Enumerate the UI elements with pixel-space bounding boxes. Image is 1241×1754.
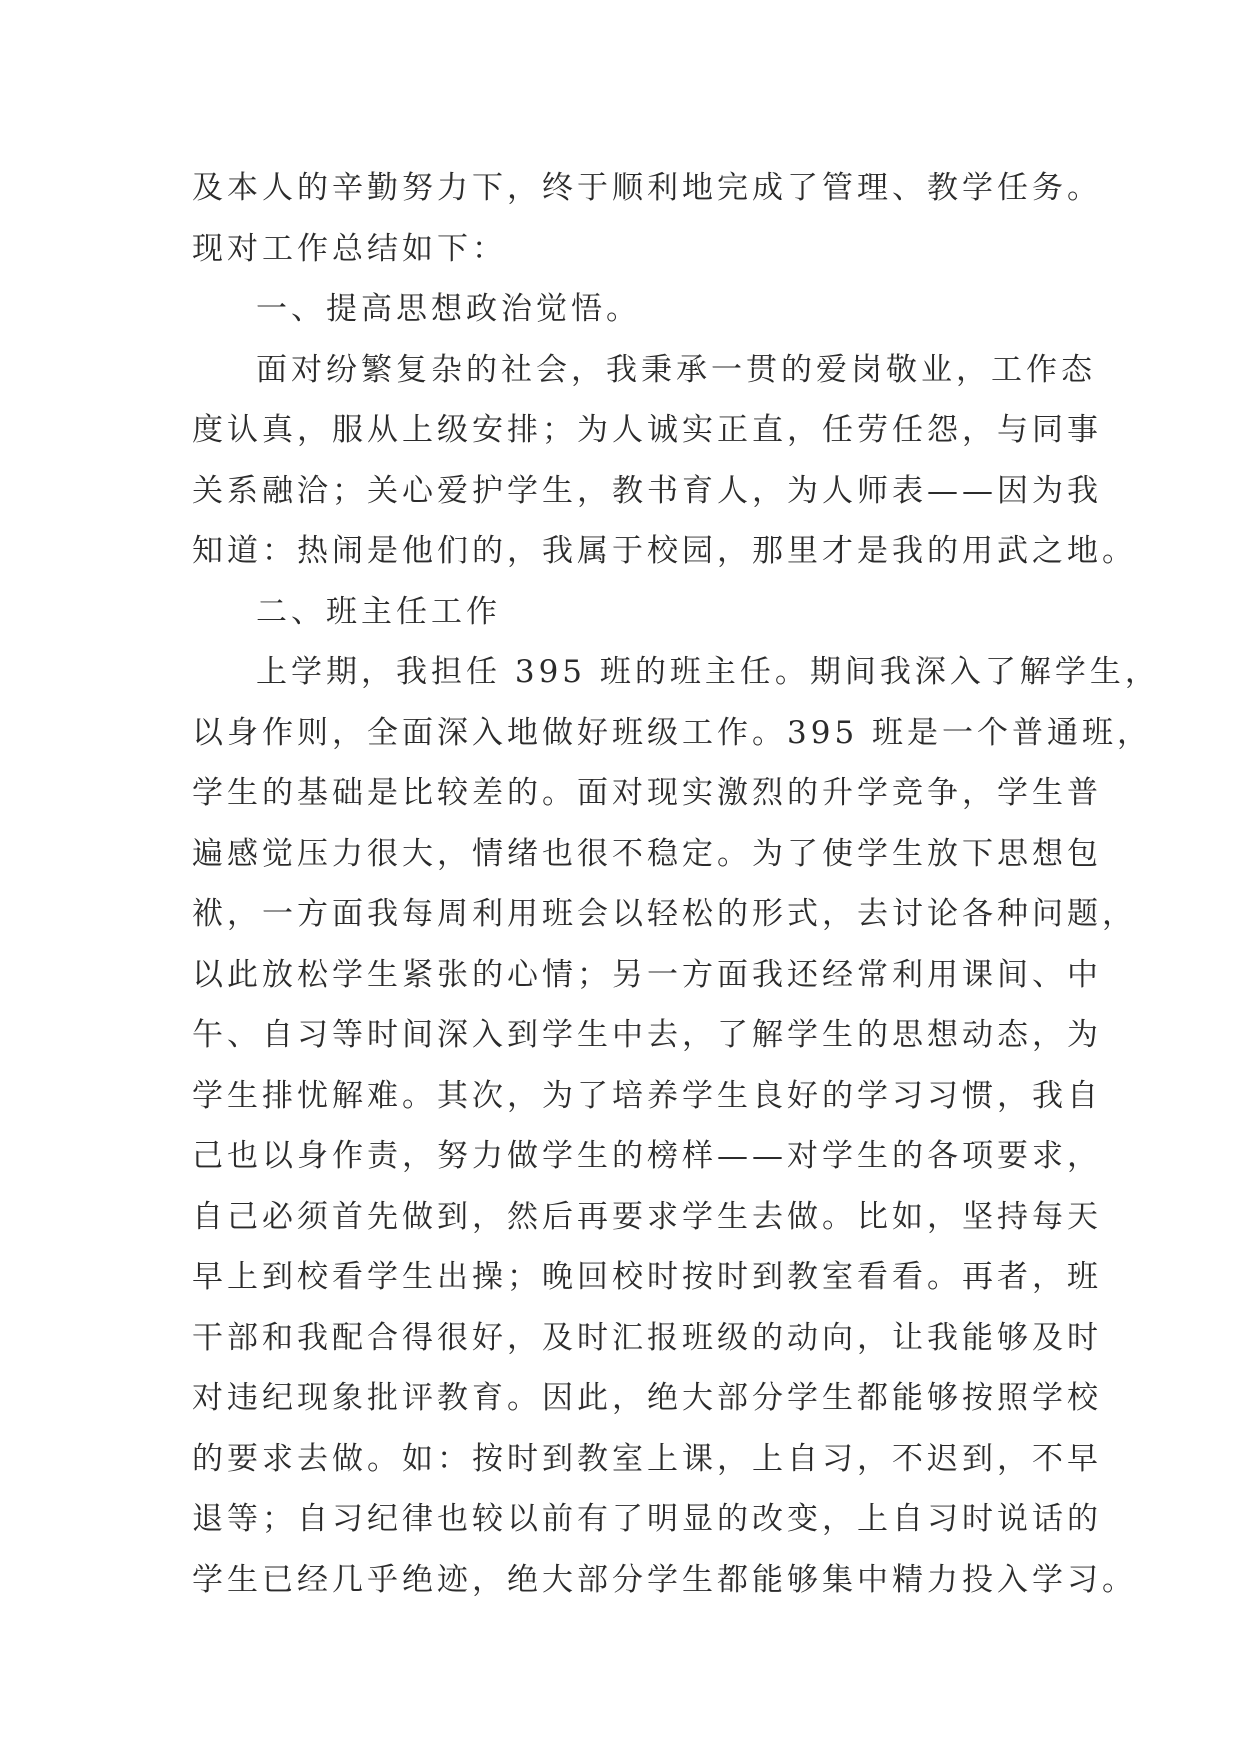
text-line: 干部和我配合得很好，及时汇报班级的动向，让我能够及时 [192,1319,1102,1356]
text-line: 学生的基础是比较差的。面对现实激烈的升学竞争，学生普 [192,775,1102,811]
text-line: 遍感觉压力很大，情绪也很不稳定。为了使学生放下思想包 [192,835,1102,872]
text-line: 袱，一方面我每周利用班会以轻松的形式，去讨论各种问题， [192,896,1137,932]
text-line: 以此放松学生紧张的心情；另一方面我还经常利用课间、中 [192,956,1102,993]
text-line: 面对纷繁复杂的社会，我秉承一贯的爱岗敬业，工作态 [256,351,1096,388]
document-body [192,158,1160,1610]
text-line: 退等；自习纪律也较以前有了明显的改变，上自习时说话的 [192,1501,1102,1537]
section-heading: 一、提高思想政治觉悟。 [256,291,641,327]
text-line: 关系融洽；关心爱护学生，教书育人，为人师表——因为我 [192,472,1102,509]
text-line: 知道：热闹是他们的，我属于校园，那里才是我的用武之地。 [192,533,1137,569]
text-line: 上学期，我担任 395 班的班主任。期间我深入了解学生， [256,654,1160,690]
text-line: 己也以身作责，努力做学生的榜样——对学生的各项要求， [192,1138,1102,1174]
text-line: 度认真，服从上级安排；为人诚实正直，任劳任怨，与同事 [192,412,1102,448]
text-line: 自己必须首先做到，然后再要求学生去做。比如，坚持每天 [192,1198,1102,1235]
text-line: 的要求去做。如：按时到教室上课，上自习，不迟到，不早 [192,1440,1102,1477]
text-line: 午、自习等时间深入到学生中去，了解学生的思想动态，为 [192,1017,1102,1053]
text-line: 早上到校看学生出操；晚回校时按时到教室看看。再者，班 [192,1259,1102,1295]
text-line: 现对工作总结如下： [192,230,507,267]
text-line: 及本人的辛勤努力下，终于顺利地完成了管理、教学任务。 [192,170,1102,206]
text-line: 以身作则，全面深入地做好班级工作。395 班是一个普通班， [192,714,1153,751]
text-line: 对违纪现象批评教育。因此，绝大部分学生都能够按照学校 [192,1380,1102,1416]
text-line: 学生已经几乎绝迹，绝大部分学生都能够集中精力投入学习。 [192,1561,1137,1598]
section-heading: 二、班主任工作 [256,593,501,630]
text-line: 学生排忧解难。其次，为了培养学生良好的学习习惯，我自 [192,1077,1102,1114]
